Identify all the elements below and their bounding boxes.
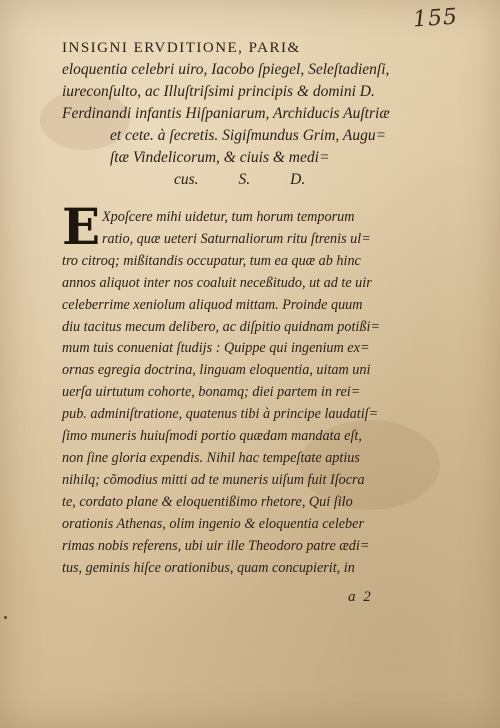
edge-dot	[4, 616, 7, 619]
folio-number: 155	[412, 4, 459, 33]
heading-line: eloquentia celebri uiro, Iacobo ſpiegel, Seleſtadienſi,	[62, 61, 390, 78]
body-line: mum tuis conueniat ſtudijs : Quippe qui ingenium ex=	[62, 340, 370, 357]
body-line: non ſine gloria expendis. Nihil hac tempeſtate aptius	[62, 449, 360, 466]
body-line: annos aliquot inter nos coaluit neceßitudo, ut ad te uir	[62, 274, 372, 291]
heading-line: INSIGNI ERVDITIONE, PARI&	[62, 40, 301, 56]
heading-line: et cete. à ſecretis. Sigiſmundus Grim, Augu=	[110, 127, 387, 144]
body-line: pub. adminiſtratione, quatenus tibi à principe laudatiſ=	[62, 406, 379, 423]
heading-line: ſtæ Vindelicorum, & ciuis & medi=	[110, 149, 330, 166]
body-line: nihilq; cõmodius mitti ad te muneris uiſum fuit Iſocra	[62, 471, 365, 488]
body-line: Xpoſcere mihi uidetur, tum horum temporum	[102, 209, 355, 225]
heading-word: cus.	[174, 171, 199, 188]
body-line: te, cordato plane & eloquentißimo rhetore, Qui ſilo	[62, 493, 353, 510]
body-line: rimas nobis referens, ubi uir ille Theodoro patre ædi=	[62, 537, 370, 554]
body-line: orationis Athenas, olim ingenio & eloquentia celeber	[62, 515, 364, 532]
heading-closing	[62, 169, 422, 191]
body-line: ratio, quæ ueteri Saturnaliorum ritu ſtrenis ul=	[102, 230, 371, 247]
salutation-s: S.	[238, 171, 251, 188]
body-line: diu tacitus mecum delibero, ac diſpitio quidnam potißi=	[62, 318, 380, 335]
body-line: celeberrime xeniolum aliquod mittam. Proinde quum	[62, 296, 363, 313]
salutation-d: D.	[290, 171, 306, 188]
body-line: ornas egregia doctrina, linguam eloquentia, uitam uni	[62, 362, 371, 379]
heading-line: Ferdinandi infantis Hiſpaniarum, Archiducis Auſtriæ	[62, 105, 390, 122]
body-line: tro citroq; mißitandis occupatur, tum ea quæ ab hinc	[62, 252, 361, 269]
dedication-heading	[62, 37, 422, 191]
letter-body	[62, 207, 422, 579]
signature-mark: a 2	[348, 589, 373, 605]
body-line: tus, geminis hiſce orationibus, quam concupierit, in	[62, 559, 355, 576]
drop-cap-letter: E	[62, 197, 101, 256]
heading-line: iureconſulto, ac Illuſtriſsimi principis & domini D.	[62, 83, 375, 100]
body-line: ſimo muneris huiuſmodi portio quædam mandata eſt,	[62, 428, 362, 445]
body-line: uerſa uirtutum cohorte, bonamq; diei partem in rei=	[62, 384, 361, 401]
